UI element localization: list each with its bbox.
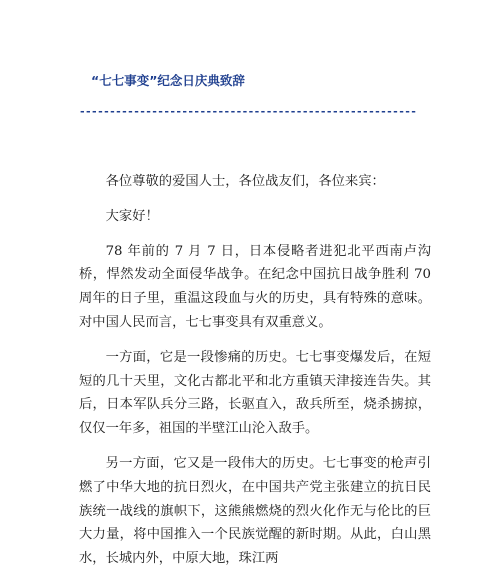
salutation-paragraph: 各位尊敬的爱国人士，各位战友们，各位来宾： (105, 174, 385, 189)
body-paragraph: 另一方面，它又是一段伟大的历史。七七事变的枪声引燃了中华大地的抗日烈火，在中国共产党主张建立的抗日民族统一战线的旗帜下，这熊熊燃烧的烈火化作无与伦比的巨大力量，将中国推入一个民族觉醒的新时期。从此，白山黑水，长城内外，中原大地，珠江两 (79, 455, 431, 567)
greeting-paragraph: 大家好！ (105, 208, 159, 224)
body-paragraph: 一方面，它是一段惨痛的历史。七七事变爆发后，在短短的几十天里，文化古都北平和北方重镇天津接连告失。其后，日本军队兵分三路，长驱直入，敌兵所至，烧杀掳掠，仅仅一年多，祖国的半壁江山沦入敌手。 (79, 349, 431, 437)
document-body (79, 170, 431, 571)
title-divider: -------------------------------------------------------- (79, 105, 417, 118)
document-title: “七七事变”纪念日庆典致辞 (91, 73, 245, 88)
body-paragraph: 78 年前的 7 月 7 日，日本侵略者进犯北平西南卢沟桥，悍然发动全面侵华战争。在纪念中国抗日战争胜利 70 周年的日子里，重温这段血与火的历史，具有特殊的意味。对中国人民而言，七七事变具有双重意义。 (79, 243, 431, 330)
